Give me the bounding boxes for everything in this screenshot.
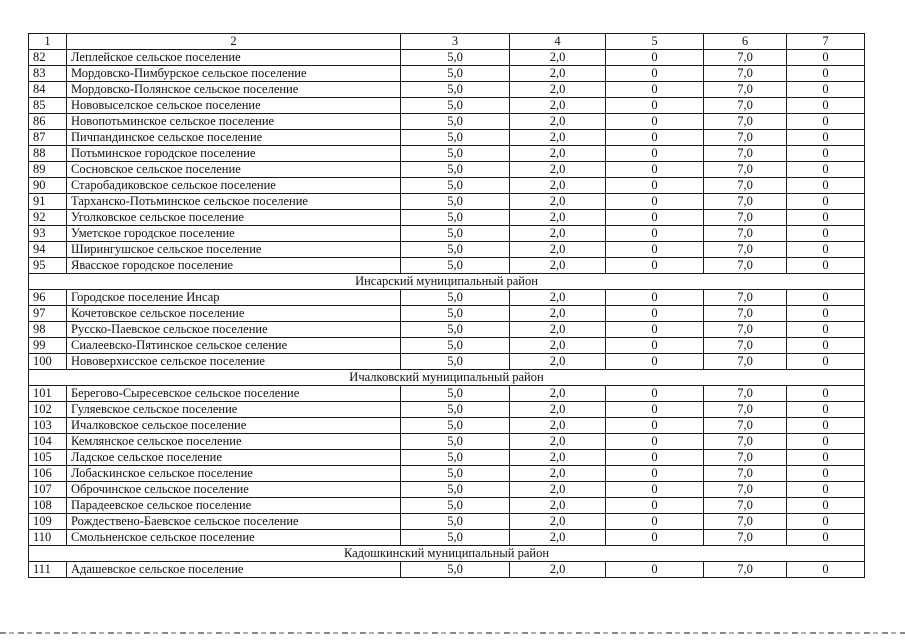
- value-col-3: 5,0: [401, 290, 510, 306]
- value-col-7: 0: [787, 386, 865, 402]
- value-col-6: 7,0: [704, 418, 787, 434]
- value-col-6: 7,0: [704, 242, 787, 258]
- table-row: [29, 466, 865, 482]
- table-row: [29, 482, 865, 498]
- value-col-5: 0: [606, 402, 704, 418]
- value-col-6: 7,0: [704, 226, 787, 242]
- value-col-7: 0: [787, 82, 865, 98]
- header-cell: 3: [401, 34, 510, 50]
- settlement-name: Уметское городское поселение: [67, 226, 401, 242]
- table-row: [29, 178, 865, 194]
- value-col-3: 5,0: [401, 50, 510, 66]
- value-col-5: 0: [606, 178, 704, 194]
- value-col-7: 0: [787, 482, 865, 498]
- value-col-6: 7,0: [704, 178, 787, 194]
- settlement-name: Ичалковское сельское поселение: [67, 418, 401, 434]
- value-col-4: 2,0: [510, 162, 606, 178]
- value-col-6: 7,0: [704, 322, 787, 338]
- header-cell: 1: [29, 34, 67, 50]
- table-row: [29, 354, 865, 370]
- row-number: 95: [29, 258, 67, 274]
- value-col-5: 0: [606, 146, 704, 162]
- value-col-4: 2,0: [510, 386, 606, 402]
- settlement-name: Кемлянское сельское поселение: [67, 434, 401, 450]
- value-col-5: 0: [606, 162, 704, 178]
- value-col-7: 0: [787, 322, 865, 338]
- settlement-name: Ладское сельское поселение: [67, 450, 401, 466]
- value-col-7: 0: [787, 50, 865, 66]
- settlement-name: Явасское городское поселение: [67, 258, 401, 274]
- table-row: [29, 114, 865, 130]
- table-row: [29, 194, 865, 210]
- settlement-name: Сосновское сельское поселение: [67, 162, 401, 178]
- row-number: 102: [29, 402, 67, 418]
- table-row: [29, 162, 865, 178]
- value-col-7: 0: [787, 562, 865, 578]
- row-number: 91: [29, 194, 67, 210]
- header-cell: 6: [704, 34, 787, 50]
- value-col-4: 2,0: [510, 306, 606, 322]
- settlement-name: Рождествено-Баевское сельское поселение: [67, 514, 401, 530]
- table-row: [29, 226, 865, 242]
- value-col-3: 5,0: [401, 354, 510, 370]
- value-col-3: 5,0: [401, 530, 510, 546]
- row-number: 103: [29, 418, 67, 434]
- value-col-6: 7,0: [704, 210, 787, 226]
- scan-edge-artifact: [0, 632, 905, 634]
- value-col-7: 0: [787, 338, 865, 354]
- value-col-4: 2,0: [510, 98, 606, 114]
- settlement-name: Старобадиковское сельское поселение: [67, 178, 401, 194]
- row-number: 92: [29, 210, 67, 226]
- value-col-4: 2,0: [510, 562, 606, 578]
- table-row: [29, 130, 865, 146]
- value-col-6: 7,0: [704, 306, 787, 322]
- value-col-7: 0: [787, 194, 865, 210]
- value-col-7: 0: [787, 146, 865, 162]
- settlement-name: Гуляевское сельское поселение: [67, 402, 401, 418]
- table-row: [29, 290, 865, 306]
- value-col-4: 2,0: [510, 418, 606, 434]
- value-col-4: 2,0: [510, 242, 606, 258]
- settlement-name: Нововыселское сельское поселение: [67, 98, 401, 114]
- value-col-7: 0: [787, 258, 865, 274]
- table-row: [29, 146, 865, 162]
- table-row: [29, 530, 865, 546]
- value-col-6: 7,0: [704, 146, 787, 162]
- settlement-name: Мордовско-Пимбурское сельское поселение: [67, 66, 401, 82]
- data-table: [28, 33, 865, 578]
- value-col-7: 0: [787, 418, 865, 434]
- value-col-5: 0: [606, 530, 704, 546]
- value-col-5: 0: [606, 386, 704, 402]
- row-number: 97: [29, 306, 67, 322]
- table-row: [29, 434, 865, 450]
- value-col-6: 7,0: [704, 258, 787, 274]
- value-col-5: 0: [606, 290, 704, 306]
- value-col-3: 5,0: [401, 210, 510, 226]
- value-col-3: 5,0: [401, 194, 510, 210]
- value-col-4: 2,0: [510, 434, 606, 450]
- value-col-6: 7,0: [704, 82, 787, 98]
- settlement-name: Городское поселение Инсар: [67, 290, 401, 306]
- row-number: 89: [29, 162, 67, 178]
- value-col-4: 2,0: [510, 402, 606, 418]
- row-number: 107: [29, 482, 67, 498]
- value-col-5: 0: [606, 354, 704, 370]
- header-cell: 7: [787, 34, 865, 50]
- value-col-7: 0: [787, 290, 865, 306]
- value-col-3: 5,0: [401, 466, 510, 482]
- value-col-5: 0: [606, 338, 704, 354]
- value-col-5: 0: [606, 210, 704, 226]
- table-row: [29, 514, 865, 530]
- row-number: 109: [29, 514, 67, 530]
- settlement-name: Тарханско-Потьминское сельское поселение: [67, 194, 401, 210]
- value-col-3: 5,0: [401, 82, 510, 98]
- value-col-3: 5,0: [401, 418, 510, 434]
- value-col-4: 2,0: [510, 498, 606, 514]
- value-col-6: 7,0: [704, 402, 787, 418]
- row-number: 105: [29, 450, 67, 466]
- value-col-6: 7,0: [704, 98, 787, 114]
- settlement-name: Ширингушское сельское поселение: [67, 242, 401, 258]
- table-row: [29, 82, 865, 98]
- value-col-3: 5,0: [401, 98, 510, 114]
- value-col-5: 0: [606, 194, 704, 210]
- row-number: 101: [29, 386, 67, 402]
- value-col-6: 7,0: [704, 354, 787, 370]
- settlement-name: Сиалеевско-Пятинское сельское селение: [67, 338, 401, 354]
- row-number: 84: [29, 82, 67, 98]
- row-number: 85: [29, 98, 67, 114]
- settlement-name: Лобаскинское сельское поселение: [67, 466, 401, 482]
- value-col-5: 0: [606, 258, 704, 274]
- value-col-5: 0: [606, 562, 704, 578]
- value-col-4: 2,0: [510, 226, 606, 242]
- settlement-name: Уголковское сельское поселение: [67, 210, 401, 226]
- value-col-4: 2,0: [510, 146, 606, 162]
- header-row: [29, 34, 865, 50]
- value-col-6: 7,0: [704, 530, 787, 546]
- value-col-3: 5,0: [401, 242, 510, 258]
- value-col-4: 2,0: [510, 178, 606, 194]
- value-col-6: 7,0: [704, 114, 787, 130]
- value-col-4: 2,0: [510, 338, 606, 354]
- value-col-7: 0: [787, 178, 865, 194]
- value-col-6: 7,0: [704, 466, 787, 482]
- table-row: [29, 306, 865, 322]
- value-col-5: 0: [606, 322, 704, 338]
- value-col-6: 7,0: [704, 498, 787, 514]
- table-row: [29, 66, 865, 82]
- value-col-3: 5,0: [401, 258, 510, 274]
- value-col-4: 2,0: [510, 290, 606, 306]
- value-col-4: 2,0: [510, 114, 606, 130]
- settlement-name: Леплейское сельское поселение: [67, 50, 401, 66]
- value-col-3: 5,0: [401, 226, 510, 242]
- table-row: [29, 402, 865, 418]
- row-number: 90: [29, 178, 67, 194]
- value-col-6: 7,0: [704, 162, 787, 178]
- value-col-4: 2,0: [510, 354, 606, 370]
- settlement-name: Смольненское сельское поселение: [67, 530, 401, 546]
- value-col-3: 5,0: [401, 130, 510, 146]
- value-col-6: 7,0: [704, 386, 787, 402]
- table-row: [29, 258, 865, 274]
- value-col-5: 0: [606, 434, 704, 450]
- value-col-5: 0: [606, 514, 704, 530]
- settlement-name: Оброчинское сельское поселение: [67, 482, 401, 498]
- value-col-5: 0: [606, 450, 704, 466]
- row-number: 86: [29, 114, 67, 130]
- value-col-5: 0: [606, 82, 704, 98]
- table-row: [29, 450, 865, 466]
- row-number: 110: [29, 530, 67, 546]
- value-col-3: 5,0: [401, 114, 510, 130]
- value-col-4: 2,0: [510, 450, 606, 466]
- row-number: 104: [29, 434, 67, 450]
- value-col-7: 0: [787, 98, 865, 114]
- section-title: Кадошкинский муниципальный район: [29, 546, 865, 562]
- value-col-3: 5,0: [401, 450, 510, 466]
- table-row: [29, 338, 865, 354]
- settlement-name: Кочетовское сельское поселение: [67, 306, 401, 322]
- value-col-4: 2,0: [510, 466, 606, 482]
- value-col-3: 5,0: [401, 162, 510, 178]
- value-col-4: 2,0: [510, 66, 606, 82]
- value-col-6: 7,0: [704, 338, 787, 354]
- value-col-7: 0: [787, 226, 865, 242]
- value-col-3: 5,0: [401, 306, 510, 322]
- row-number: 87: [29, 130, 67, 146]
- row-number: 108: [29, 498, 67, 514]
- table-row: [29, 50, 865, 66]
- value-col-7: 0: [787, 514, 865, 530]
- value-col-3: 5,0: [401, 386, 510, 402]
- settlement-name: Русско-Паевское сельское поселение: [67, 322, 401, 338]
- value-col-6: 7,0: [704, 50, 787, 66]
- value-col-7: 0: [787, 354, 865, 370]
- value-col-5: 0: [606, 50, 704, 66]
- value-col-7: 0: [787, 210, 865, 226]
- value-col-5: 0: [606, 130, 704, 146]
- table-row: [29, 210, 865, 226]
- value-col-6: 7,0: [704, 66, 787, 82]
- value-col-7: 0: [787, 66, 865, 82]
- value-col-3: 5,0: [401, 146, 510, 162]
- value-col-3: 5,0: [401, 322, 510, 338]
- settlement-name: Адашевское сельское поселение: [67, 562, 401, 578]
- value-col-5: 0: [606, 482, 704, 498]
- header-cell: 2: [67, 34, 401, 50]
- value-col-6: 7,0: [704, 514, 787, 530]
- row-number: 98: [29, 322, 67, 338]
- row-number: 99: [29, 338, 67, 354]
- table-row: [29, 386, 865, 402]
- value-col-5: 0: [606, 242, 704, 258]
- value-col-5: 0: [606, 498, 704, 514]
- value-col-4: 2,0: [510, 530, 606, 546]
- table-row: [29, 242, 865, 258]
- row-number: 83: [29, 66, 67, 82]
- value-col-7: 0: [787, 450, 865, 466]
- value-col-3: 5,0: [401, 434, 510, 450]
- settlement-name: Парадеевское сельское поселение: [67, 498, 401, 514]
- table-row: [29, 498, 865, 514]
- value-col-4: 2,0: [510, 482, 606, 498]
- section-row: [29, 274, 865, 290]
- settlement-name: Потьминское городское поселение: [67, 146, 401, 162]
- settlement-name: Нововерхисское сельское поселение: [67, 354, 401, 370]
- value-col-4: 2,0: [510, 50, 606, 66]
- value-col-6: 7,0: [704, 194, 787, 210]
- settlement-name: Пичпандинское сельское поселение: [67, 130, 401, 146]
- value-col-6: 7,0: [704, 450, 787, 466]
- value-col-7: 0: [787, 434, 865, 450]
- value-col-3: 5,0: [401, 514, 510, 530]
- value-col-4: 2,0: [510, 130, 606, 146]
- section-title: Инсарский муниципальный район: [29, 274, 865, 290]
- value-col-4: 2,0: [510, 82, 606, 98]
- value-col-6: 7,0: [704, 562, 787, 578]
- table-row: [29, 98, 865, 114]
- value-col-3: 5,0: [401, 562, 510, 578]
- row-number: 100: [29, 354, 67, 370]
- value-col-5: 0: [606, 114, 704, 130]
- row-number: 111: [29, 562, 67, 578]
- value-col-3: 5,0: [401, 338, 510, 354]
- value-col-7: 0: [787, 402, 865, 418]
- value-col-5: 0: [606, 66, 704, 82]
- value-col-5: 0: [606, 418, 704, 434]
- value-col-3: 5,0: [401, 178, 510, 194]
- value-col-7: 0: [787, 498, 865, 514]
- value-col-5: 0: [606, 226, 704, 242]
- value-col-7: 0: [787, 114, 865, 130]
- table-row: [29, 562, 865, 578]
- section-row: [29, 546, 865, 562]
- settlement-name: Берегово-Сыресевское сельское поселение: [67, 386, 401, 402]
- value-col-6: 7,0: [704, 434, 787, 450]
- header-cell: 5: [606, 34, 704, 50]
- value-col-7: 0: [787, 242, 865, 258]
- settlement-name: Мордовско-Полянское сельское поселение: [67, 82, 401, 98]
- settlement-name: Новопотьминское сельское поселение: [67, 114, 401, 130]
- value-col-6: 7,0: [704, 290, 787, 306]
- row-number: 93: [29, 226, 67, 242]
- value-col-4: 2,0: [510, 258, 606, 274]
- section-title: Ичалковский муниципальный район: [29, 370, 865, 386]
- value-col-7: 0: [787, 130, 865, 146]
- value-col-7: 0: [787, 162, 865, 178]
- section-row: [29, 370, 865, 386]
- value-col-3: 5,0: [401, 482, 510, 498]
- row-number: 82: [29, 50, 67, 66]
- value-col-4: 2,0: [510, 210, 606, 226]
- row-number: 96: [29, 290, 67, 306]
- row-number: 106: [29, 466, 67, 482]
- value-col-7: 0: [787, 530, 865, 546]
- value-col-7: 0: [787, 466, 865, 482]
- header-cell: 4: [510, 34, 606, 50]
- value-col-7: 0: [787, 306, 865, 322]
- value-col-3: 5,0: [401, 498, 510, 514]
- value-col-5: 0: [606, 466, 704, 482]
- row-number: 94: [29, 242, 67, 258]
- value-col-3: 5,0: [401, 402, 510, 418]
- value-col-6: 7,0: [704, 482, 787, 498]
- row-number: 88: [29, 146, 67, 162]
- value-col-6: 7,0: [704, 130, 787, 146]
- value-col-4: 2,0: [510, 514, 606, 530]
- value-col-3: 5,0: [401, 66, 510, 82]
- table-row: [29, 418, 865, 434]
- value-col-5: 0: [606, 98, 704, 114]
- table-row: [29, 322, 865, 338]
- value-col-4: 2,0: [510, 194, 606, 210]
- value-col-4: 2,0: [510, 322, 606, 338]
- value-col-5: 0: [606, 306, 704, 322]
